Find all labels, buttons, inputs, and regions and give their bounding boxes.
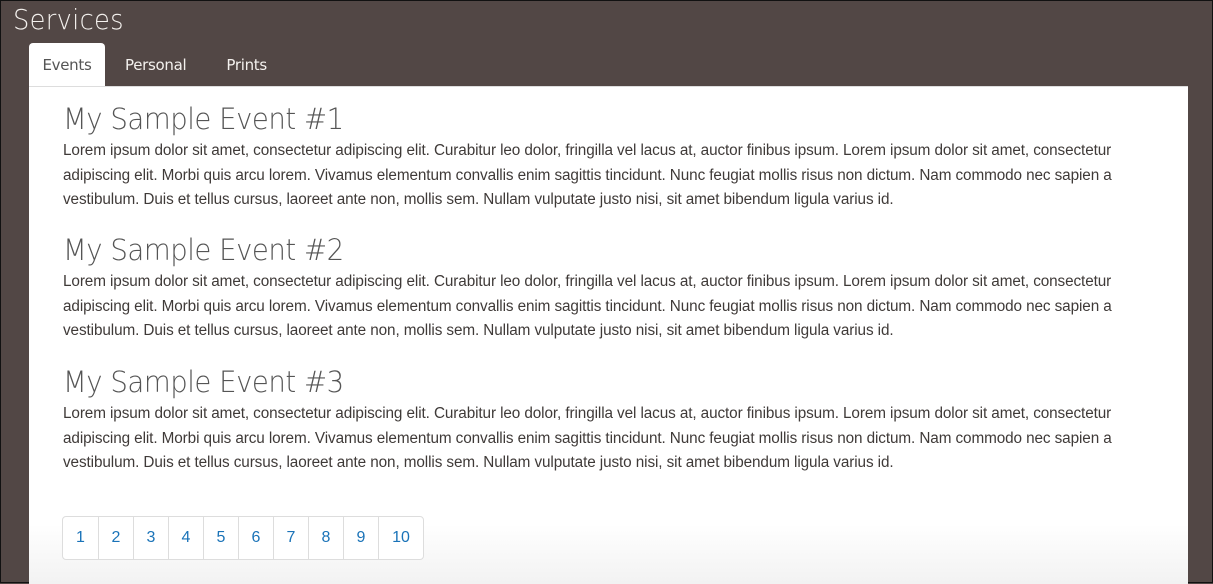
tab-events[interactable]: Events [29, 43, 105, 86]
page-link-5[interactable]: 5 [203, 517, 238, 559]
event-title: My Sample Event #2 [63, 233, 344, 267]
page-link-3[interactable]: 3 [133, 517, 168, 559]
event-title: My Sample Event #1 [63, 102, 344, 136]
page-link-9[interactable]: 9 [343, 517, 378, 559]
tab-content-panel [29, 86, 1188, 584]
event-title: My Sample Event #3 [63, 365, 344, 399]
page-link-8[interactable]: 8 [308, 517, 343, 559]
event-description: Lorem ipsum dolor sit amet, consectetur adipiscing elit. Curabitur leo dolor, fringilla vel lacus at, auctor finibus ipsum. Lorem ipsum dolor sit amet, consectetur adipiscing elit. Morbi quis arcu lorem. Vivamus elementum convallis enim sagittis tincidunt. Nunc feugiat mollis risus non dictum. Nam commodo nec sapien a vestibulum. Duis et tellus cursus, laoreet ante non, mollis sem. Nullam vulputate justo nisi, sit amet bibendum ligula varius id. [63, 405, 1112, 471]
page-link-10[interactable]: 10 [378, 517, 423, 559]
section-title: Services [13, 3, 124, 36]
event-item [63, 232, 1143, 344]
pagination [62, 516, 424, 560]
event-item [63, 364, 1143, 476]
event-description: Lorem ipsum dolor sit amet, consectetur adipiscing elit. Curabitur leo dolor, fringilla vel lacus at, auctor finibus ipsum. Lorem ipsum dolor sit amet, consectetur adipiscing elit. Morbi quis arcu lorem. Vivamus elementum convallis enim sagittis tincidunt. Nunc feugiat mollis risus non dictum. Nam commodo nec sapien a vestibulum. Duis et tellus cursus, laoreet ante non, mollis sem. Nullam vulputate justo nisi, sit amet bibendum ligula varius id. [63, 142, 1112, 208]
page-link-6[interactable]: 6 [238, 517, 273, 559]
page-link-2[interactable]: 2 [98, 517, 133, 559]
page-link-7[interactable]: 7 [273, 517, 308, 559]
page-link-4[interactable]: 4 [168, 517, 203, 559]
event-description: Lorem ipsum dolor sit amet, consectetur adipiscing elit. Curabitur leo dolor, fringilla vel lacus at, auctor finibus ipsum. Lorem ipsum dolor sit amet, consectetur adipiscing elit. Morbi quis arcu lorem. Vivamus elementum convallis enim sagittis tincidunt. Nunc feugiat mollis risus non dictum. Nam commodo nec sapien a vestibulum. Duis et tellus cursus, laoreet ante non, mollis sem. Nullam vulputate justo nisi, sit amet bibendum ligula varius id. [63, 273, 1112, 339]
tab-personal[interactable]: Personal [125, 55, 187, 74]
tab-prints[interactable]: Prints [226, 55, 267, 74]
page-link-1[interactable]: 1 [76, 529, 85, 546]
tab-bar [29, 43, 287, 86]
event-item [63, 101, 1143, 213]
